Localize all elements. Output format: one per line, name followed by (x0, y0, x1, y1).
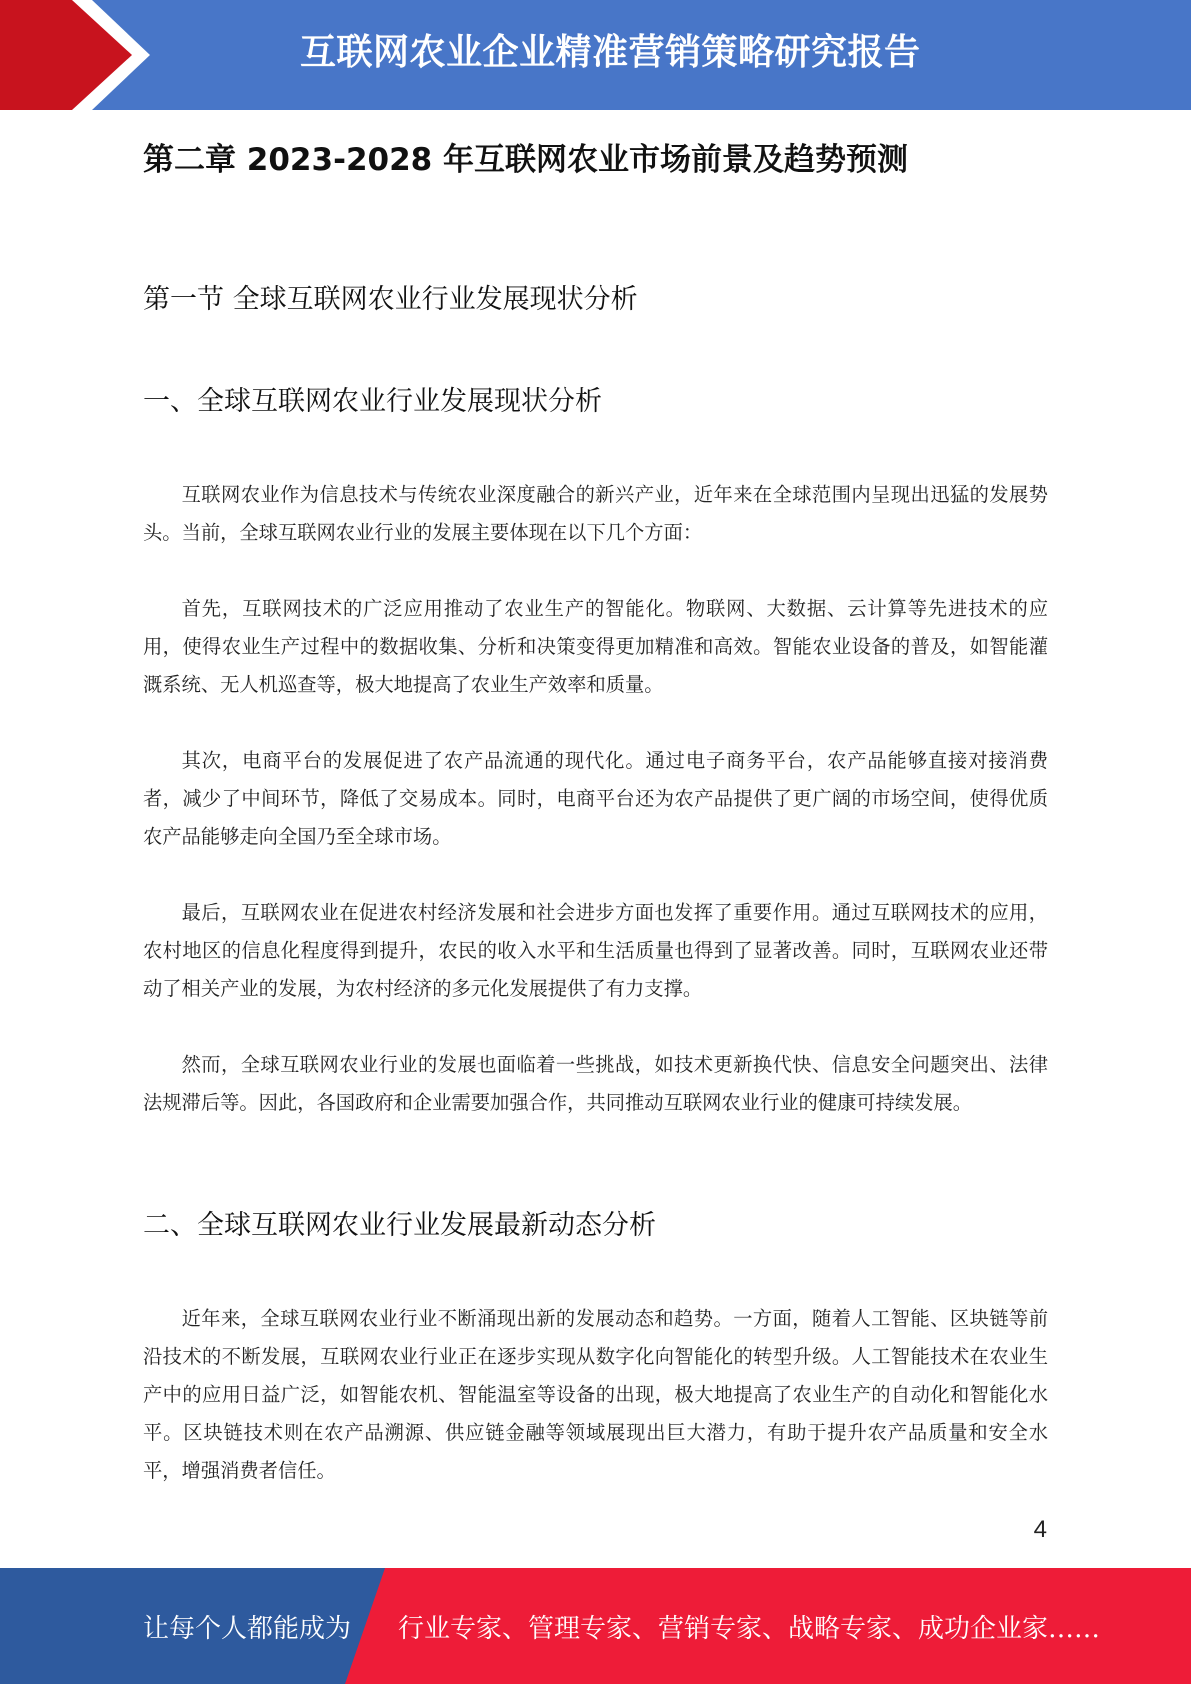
paragraph: 互联网农业作为信息技术与传统农业深度融合的新兴产业，近年来在全球范围内呈现出迅猛的发展势头。当前，全球互联网农业行业的发展主要体现在以下几个方面： (143, 483, 1048, 544)
chapter-title: 第二章 2023-2028 年互联网农业市场前景及趋势预测 (143, 142, 909, 178)
footer-banner (0, 1568, 1191, 1684)
footer-slogan-left: 让每个人都能成为 (143, 1614, 352, 1644)
paragraph: 然而，全球互联网农业行业的发展也面临着一些挑战，如技术更新换代快、信息安全问题突出、法律法规滞后等。因此，各国政府和企业需要加强合作，共同推动互联网农业行业的健康可持续发展。 (143, 1053, 1048, 1114)
paragraph: 最后，互联网农业在促进农村经济发展和社会进步方面也发挥了重要作用。通过互联网技术的应用，农村地区的信息化程度得到提升，农民的收入水平和生活质量也得到了显著改善。同时，互联网农业还带动了相关产业的发展，为农村经济的多元化发展提供了有力支撑。 (143, 901, 1048, 1000)
footer-slogan-right: 行业专家、管理专家、营销专家、战略专家、成功企业家…… (398, 1614, 1101, 1644)
subsection-title: 二、全球互联网农业行业发展最新动态分析 (143, 1210, 656, 1241)
header-banner (0, 0, 1191, 110)
section-title: 第一节 全球互联网农业行业发展现状分析 (143, 284, 638, 315)
subsection-title: 一、全球互联网农业行业发展现状分析 (143, 386, 602, 417)
chevron-arrow-icon (0, 0, 160, 110)
paragraph: 首先，互联网技术的广泛应用推动了农业生产的智能化。物联网、大数据、云计算等先进技术的应用，使得农业生产过程中的数据收集、分析和决策变得更加精准和高效。智能农业设备的普及，如智能灌溉系统、无人机巡查等，极大地提高了农业生产效率和质量。 (143, 597, 1048, 696)
page-number: 4 (1033, 1516, 1047, 1543)
paragraph: 其次，电商平台的发展促进了农产品流通的现代化。通过电子商务平台，农产品能够直接对接消费者，减少了中间环节，降低了交易成本。同时，电商平台还为农产品提供了更广阔的市场空间，使得优质农产品能够走向全国乃至全球市场。 (143, 749, 1048, 848)
paragraph: 近年来，全球互联网农业行业不断涌现出新的发展动态和趋势。一方面，随着人工智能、区块链等前沿技术的不断发展，互联网农业行业正在逐步实现从数字化向智能化的转型升级。人工智能技术在农业生产中的应用日益广泛，如智能农机、智能温室等设备的出现，极大地提高了农业生产的自动化和智能化水平。区块链技术则在农产品溯源、供应链金融等领域展现出巨大潜力，有助于提升农产品质量和安全水平，增强消费者信任。 (143, 1307, 1048, 1482)
report-title: 互联网农业企业精准营销策略研究报告 (300, 32, 921, 73)
